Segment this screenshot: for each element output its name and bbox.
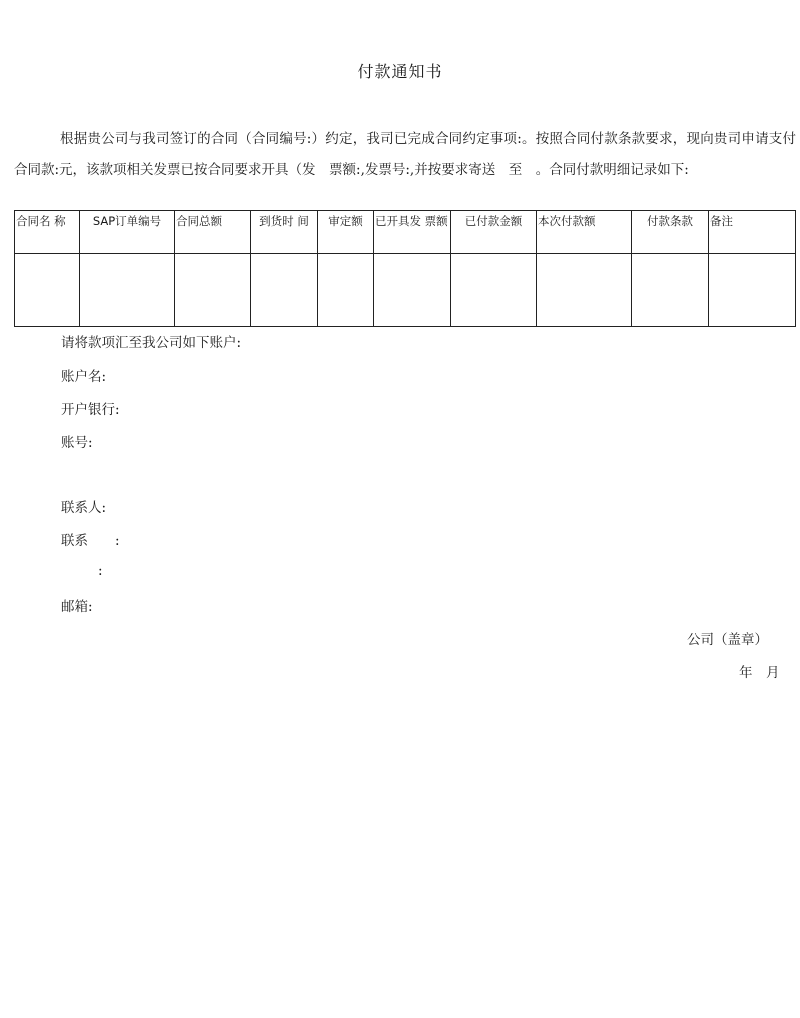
header-invoiced-amount: 已开具发 票额 (374, 211, 451, 254)
account-intro: 请将款项汇至我公司如下账户: (61, 335, 242, 351)
contact-phone-colon: : (98, 563, 103, 579)
cell-approved-amount (318, 254, 374, 327)
header-current-payment: 本次付款额 (537, 211, 632, 254)
bank-label: 开户银行: (61, 402, 120, 418)
header-payment-terms: 付款条款 (632, 211, 709, 254)
cell-contract-name (15, 254, 80, 327)
table-row (15, 254, 796, 327)
header-paid-amount: 已付款金额 (451, 211, 537, 254)
contact-phone-label: 联系 : (61, 533, 120, 549)
cell-arrival-time (251, 254, 318, 327)
payment-details-table (14, 210, 796, 327)
cell-contract-total (175, 254, 251, 327)
cell-current-payment (537, 254, 632, 327)
account-name-label: 账户名: (61, 369, 107, 385)
document-title: 付款通知书 (357, 62, 443, 81)
header-contract-total: 合同总额 (175, 211, 251, 254)
header-contract-name: 合同名 称 (15, 211, 80, 254)
table-header-row (15, 211, 796, 254)
date-line: 年 月 (739, 665, 780, 681)
intro-paragraph: 根据贵公司与我司签订的合同（合同编号:）约定，我司已完成合同约定事项:。按照合同付款条款要求，现向贵司申请支付合同款:元，该款项相关发票已按合同要求开具（发 票额:,发票号:,并按要求寄送 至 。合同付款明细记录如下: (14, 131, 796, 178)
cell-invoiced-amount (374, 254, 451, 327)
company-seal-label: 公司（盖章） (687, 632, 768, 648)
contact-person-label: 联系人: (61, 500, 107, 516)
header-arrival-time: 到货时 间 (251, 211, 318, 254)
cell-payment-terms (632, 254, 709, 327)
account-number-label: 账号: (61, 435, 93, 451)
cell-remarks (709, 254, 796, 327)
header-approved-amount: 审定额 (318, 211, 374, 254)
cell-paid-amount (451, 254, 537, 327)
header-sap-order-no: SAP订单编号 (80, 211, 175, 254)
email-label: 邮箱: (61, 599, 93, 615)
cell-sap-order-no (80, 254, 175, 327)
header-remarks: 备注 (709, 211, 796, 254)
